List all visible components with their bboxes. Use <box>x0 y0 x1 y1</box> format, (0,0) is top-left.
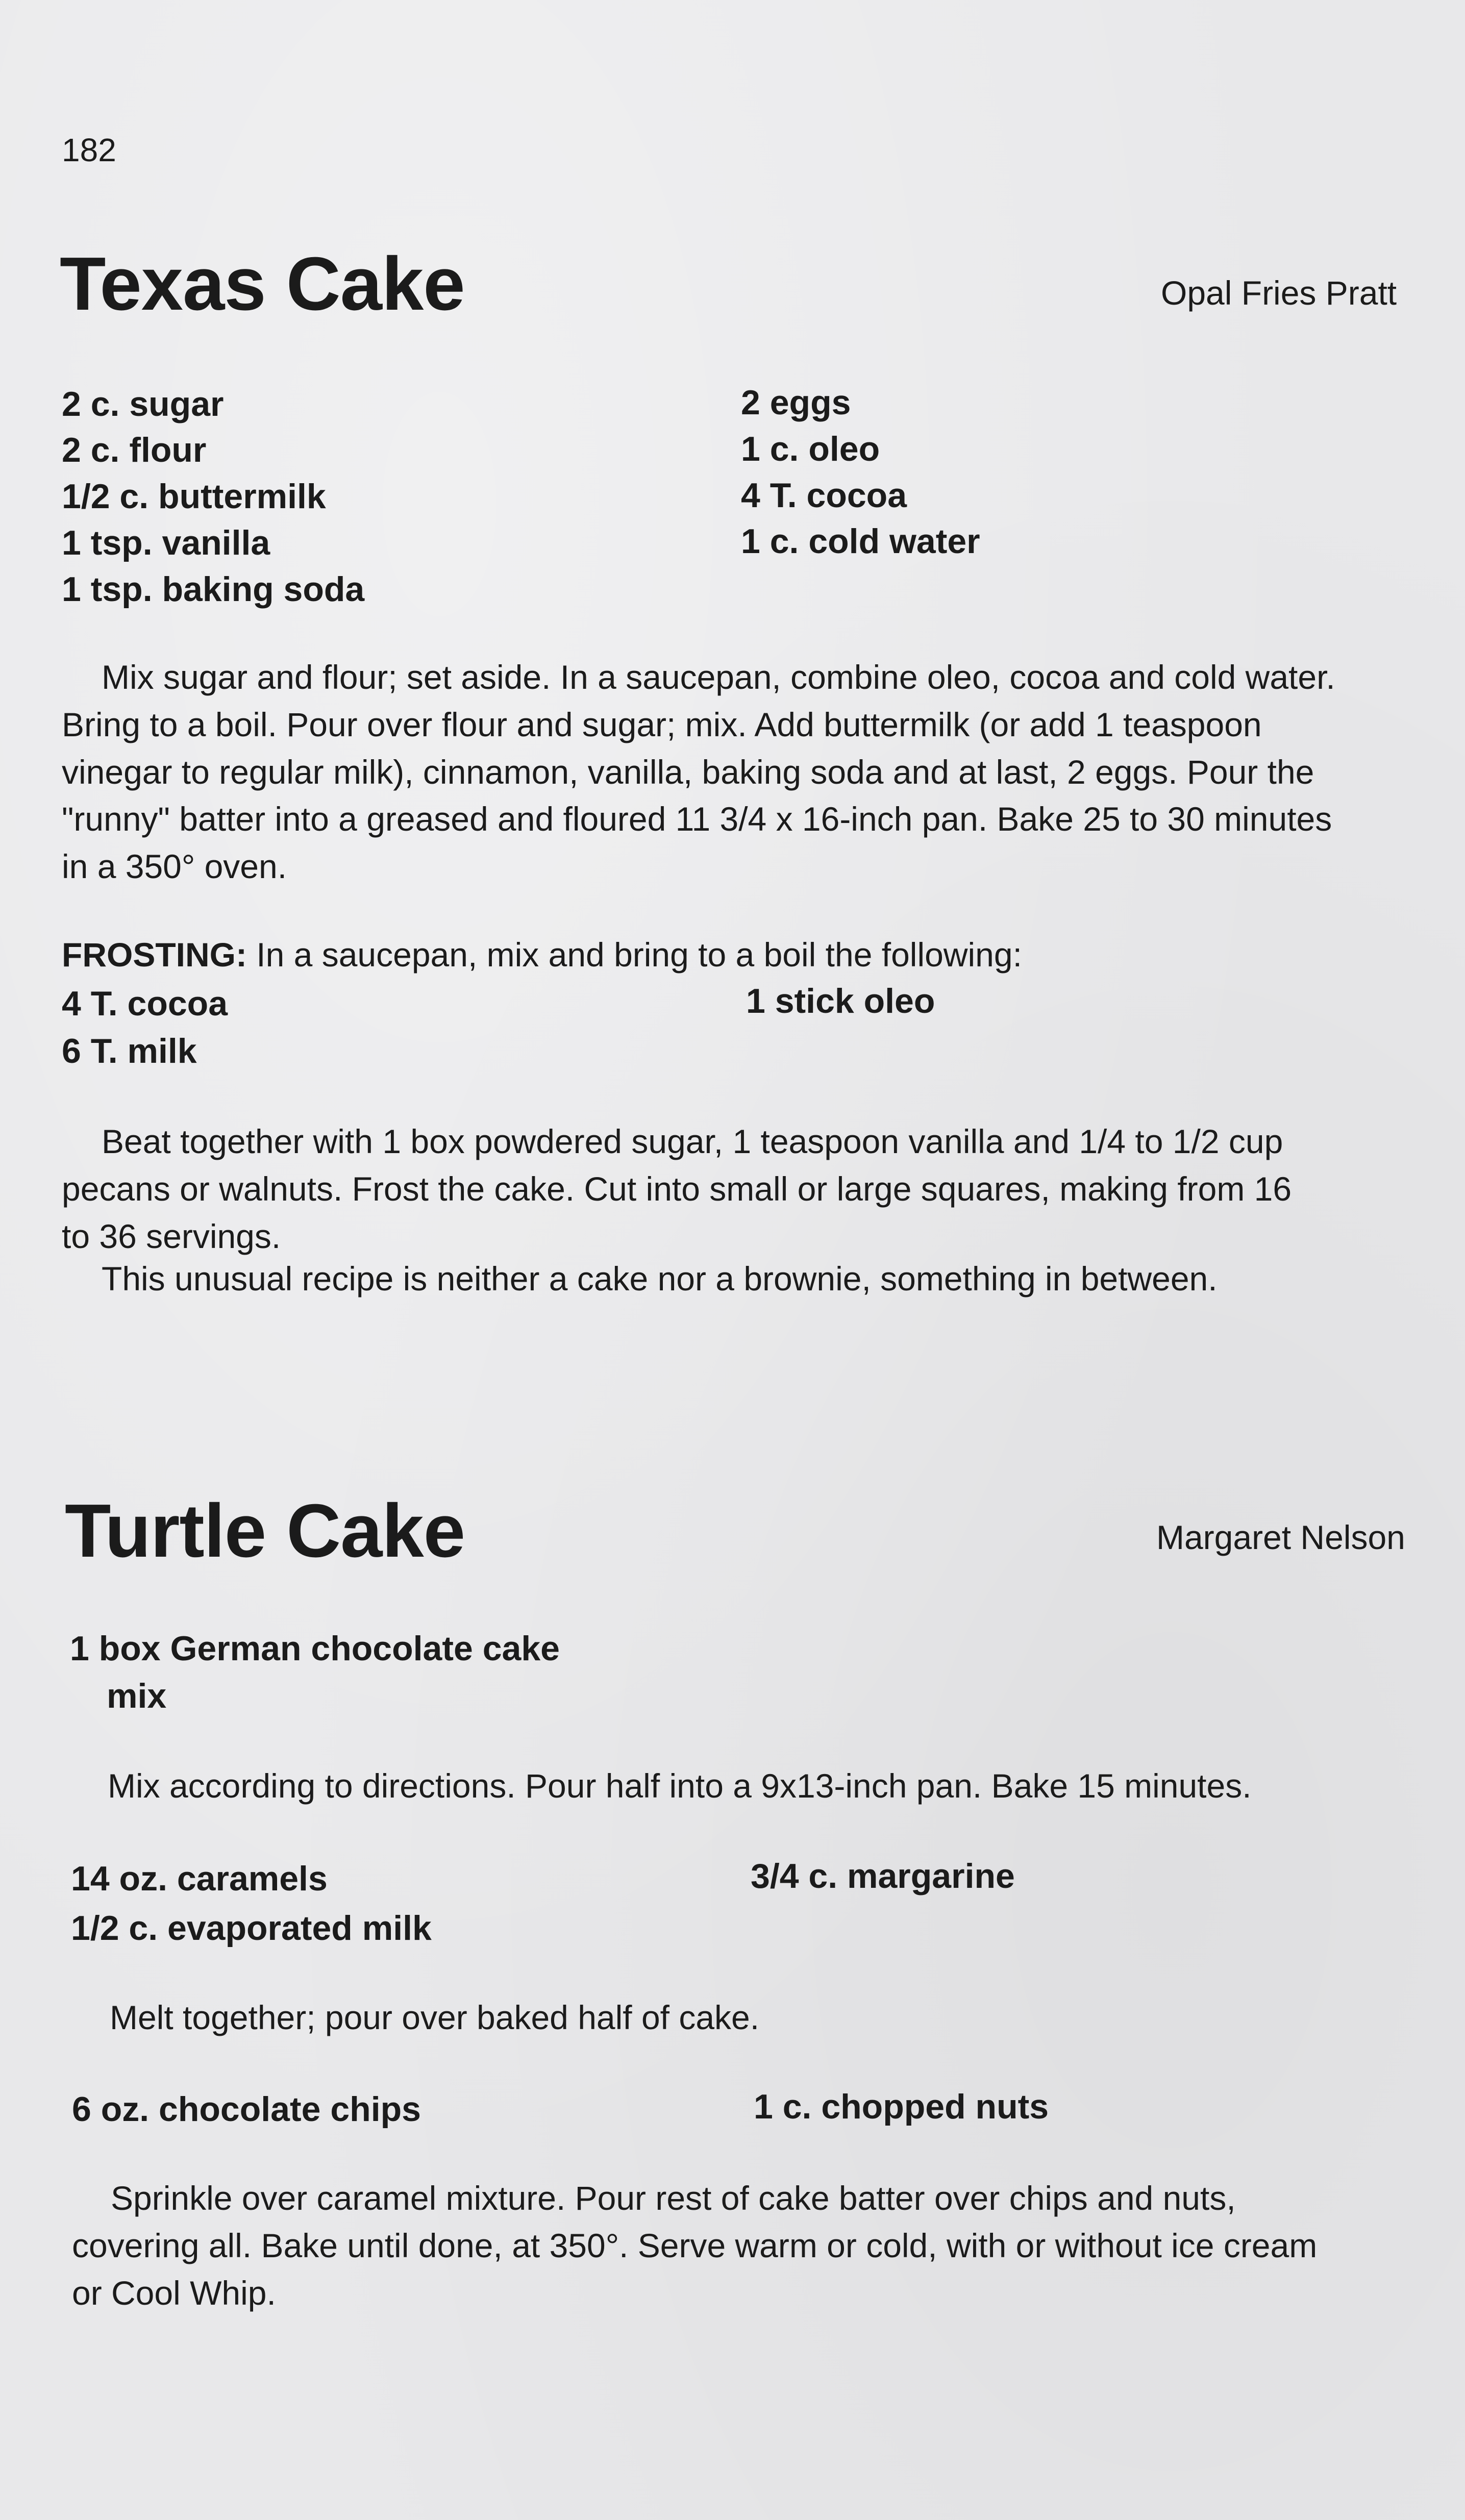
ingredient: 1 stick oleo <box>746 982 935 1020</box>
ingredient: 1/2 c. evaporated milk <box>71 1909 432 1948</box>
ingredient: 2 c. flour <box>62 431 207 469</box>
directions-line: or Cool Whip. <box>72 2274 276 2312</box>
ingredient: 14 oz. caramels <box>71 1859 328 1898</box>
ingredient: 6 T. milk <box>62 1032 197 1070</box>
ingredient: 1 box German chocolate cake <box>70 1629 560 1668</box>
directions-line: Bring to a boil. Pour over flour and sugar; mix. Add buttermilk (or add 1 teaspoon <box>62 706 1262 743</box>
recipe-note: This unusual recipe is neither a cake nor a brownie, something in between. <box>102 1260 1218 1298</box>
contributor-texas-cake: Opal Fries Pratt <box>1161 274 1397 312</box>
directions-line: covering all. Bake until done, at 350°. Serve warm or cold, with or without ice cream <box>72 2227 1318 2264</box>
ingredient: 1 c. oleo <box>741 430 880 468</box>
frosting-directions-line: pecans or walnuts. Frost the cake. Cut into small or large squares, making from 16 <box>62 1170 1292 1208</box>
ingredient: 2 c. sugar <box>62 385 224 423</box>
ingredient: 1 c. chopped nuts <box>754 2087 1049 2126</box>
recipe-title-turtle-cake: Turtle Cake <box>65 1489 465 1573</box>
frosting-heading <box>62 936 1022 974</box>
directions-line: "runny" batter into a greased and floured 11 3/4 x 16-inch pan. Bake 25 to 30 minutes <box>62 800 1332 838</box>
frosting-intro: In a saucepan, mix and bring to a boil the following: <box>246 936 1022 974</box>
directions-line: in a 350° oven. <box>62 847 287 885</box>
ingredient: 1 c. cold water <box>741 522 980 561</box>
frosting-directions-line: to 36 servings. <box>62 1217 281 1255</box>
ingredient: 1/2 c. buttermilk <box>62 477 326 516</box>
frosting-label: FROSTING: <box>62 936 247 974</box>
frosting-directions-line: Beat together with 1 box powdered sugar, 1 teaspoon vanilla and 1/4 to 1/2 cup <box>102 1122 1283 1160</box>
page-number: 182 <box>62 132 116 168</box>
ingredient: mix <box>107 1677 167 1715</box>
ingredient: 1 tsp. vanilla <box>62 523 270 562</box>
ingredient: 4 T. cocoa <box>62 984 228 1023</box>
ingredient: 6 oz. chocolate chips <box>72 2090 421 2129</box>
directions-line: Melt together; pour over baked half of cake. <box>110 1999 760 2036</box>
directions-line: Mix sugar and flour; set aside. In a saucepan, combine oleo, cocoa and cold water. <box>102 658 1335 696</box>
contributor-turtle-cake: Margaret Nelson <box>1156 1518 1405 1556</box>
recipe-title-texas-cake: Texas Cake <box>60 242 465 326</box>
directions-line: Sprinkle over caramel mixture. Pour rest of cake batter over chips and nuts, <box>111 2179 1236 2217</box>
directions-line: Mix according to directions. Pour half into a 9x13-inch pan. Bake 15 minutes. <box>108 1767 1252 1805</box>
ingredient: 4 T. cocoa <box>741 476 907 515</box>
ingredient: 2 eggs <box>741 383 851 422</box>
ingredient: 1 tsp. baking soda <box>62 570 365 609</box>
directions-line: vinegar to regular milk), cinnamon, vanilla, baking soda and at last, 2 eggs. Pour the <box>62 753 1314 791</box>
ingredient: 3/4 c. margarine <box>751 1857 1015 1895</box>
